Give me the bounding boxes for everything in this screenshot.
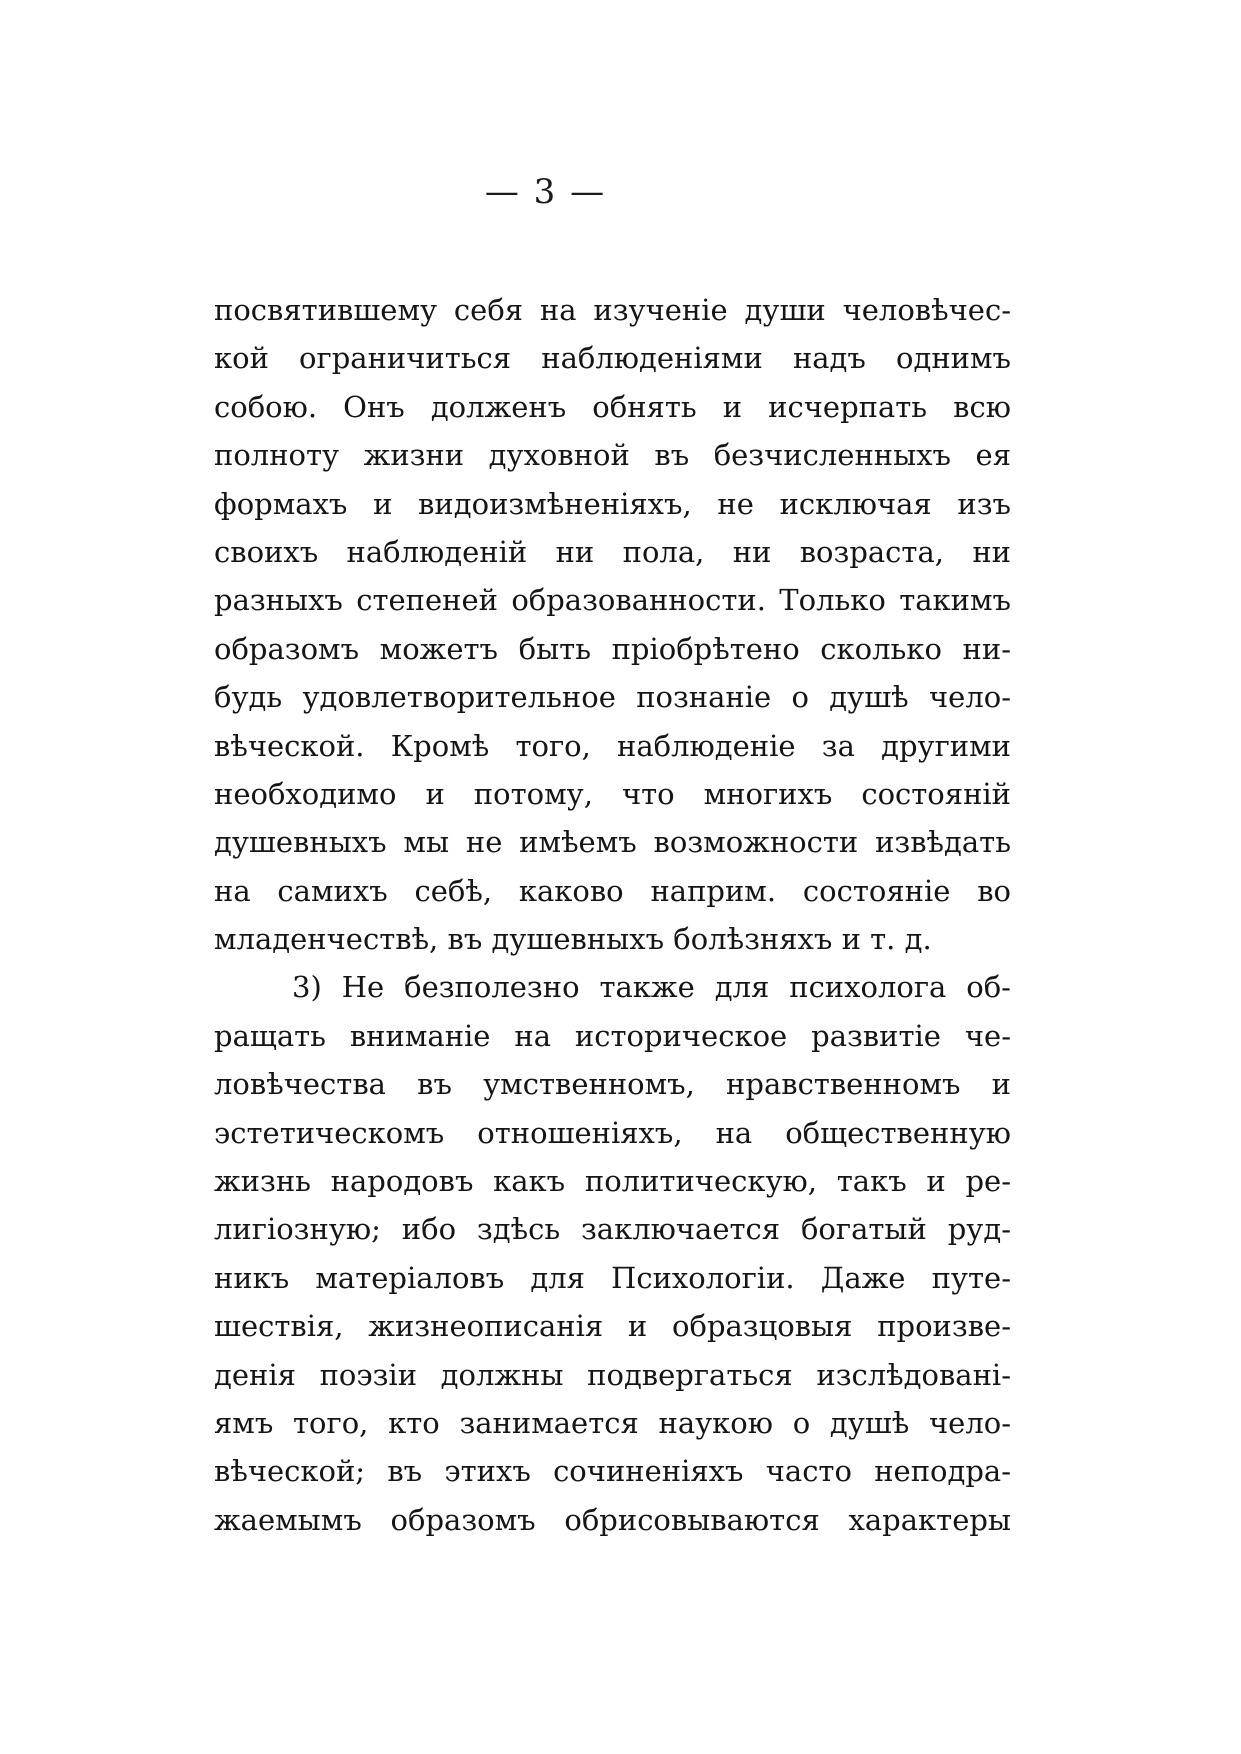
text-line: посвятившему себя на изученіе души человѣчес- [214,293,1011,327]
text-line: никъ матеріаловъ для Психологіи. Даже путе- [214,1260,1011,1295]
text-line: кой ограничиться наблюденіями надъ однимъ [214,341,1011,376]
text-line: шествія, жизнеописанія и образцовыя произве- [214,1309,1011,1344]
text-line: жизнь народовъ какъ политическую, такъ и ре- [214,1164,1011,1199]
text-line: денія поэзіи должны подвергаться изслѣдовані- [214,1357,1011,1392]
paragraph-start-line: 3) Не безполезно также для психолога об- [292,970,1011,1005]
text-line: необходимо и потому, что многихъ состояній [214,776,1011,811]
text-line: ловѣчества въ умственномъ, нравственномъ и [214,1067,1011,1102]
text-line: формахъ и видоизмѣненіяхъ, не исключая изъ [214,486,1011,521]
text-line: полноту жизни духовной въ безчисленныхъ ея [214,438,1011,473]
text-line: образомъ можетъ быть пріобрѣтено сколько ни- [214,631,1011,666]
text-line: на самихъ себѣ, каково наприм. состояніе во [214,873,1011,908]
text-line: ращать вниманіе на историческое развитіе че- [214,1018,1011,1053]
body-text [214,286,1011,1544]
text-line: эстетическомъ отношеніяхъ, на общественную [214,1115,1011,1150]
text-line: вѣческой; въ этихъ сочиненіяхъ часто неподра- [214,1454,1011,1489]
text-line: жаемымъ образомъ обрисовываются характеры [214,1502,1011,1537]
text-line: вѣческой. Кромѣ того, наблюденіе за другими [214,728,1011,763]
text-line: ямъ того, кто занимается наукою о душѣ чело- [214,1405,1011,1440]
text-line: разныхъ степеней образованности. Только такимъ [214,583,1011,618]
paragraph-end-line: младенчествѣ, въ душевныхъ болѣзняхъ и т. д. [214,922,932,957]
text-line: будь удовлетворительное познаніе о душѣ чело- [214,680,1011,715]
text-line: лигіозную; ибо здѣсь заключается богатый руд- [214,1212,1011,1247]
text-line: душевныхъ мы не имѣемъ возможности извѣдать [214,825,1011,860]
page-number: — 3 — [484,172,607,212]
text-line: своихъ наблюденій ни пола, ни возраста, ни [214,534,1011,569]
text-line: собою. Онъ долженъ обнять и исчерпать всю [214,389,1011,424]
